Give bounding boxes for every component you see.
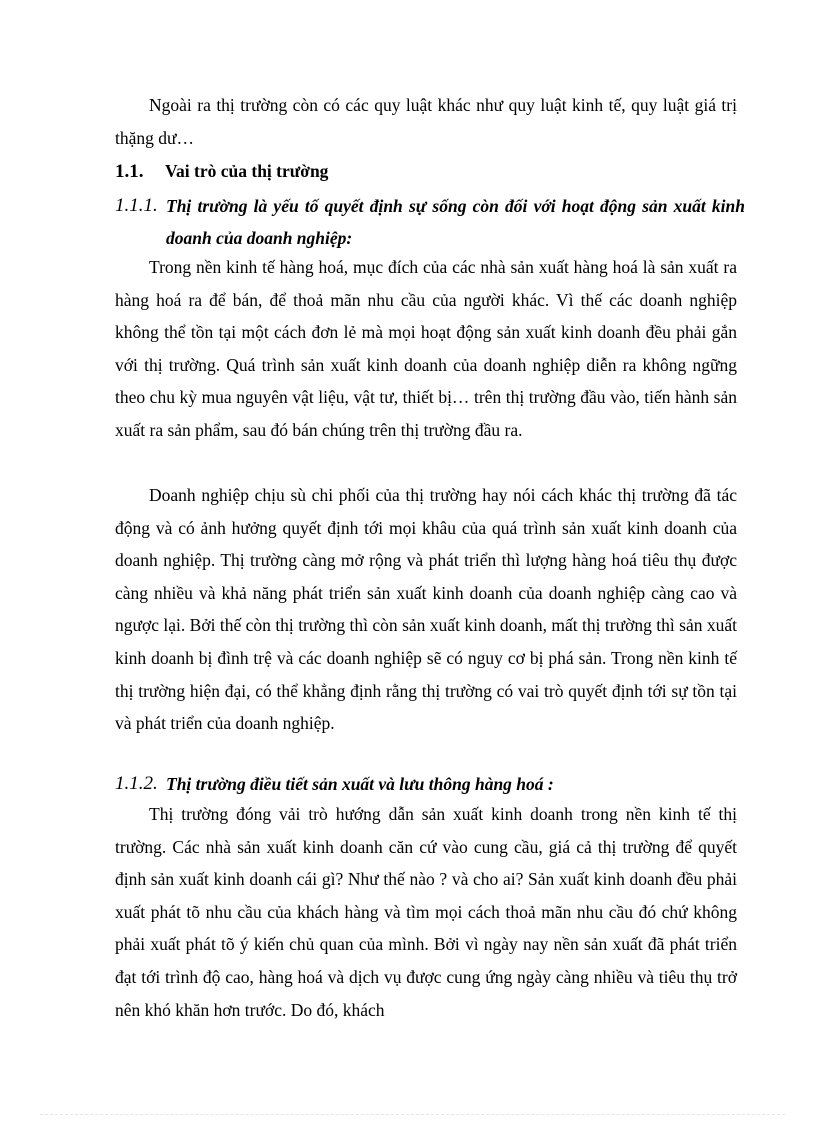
paragraph-text: Trong nền kinh tế hàng hoá, mục đích của các nhà sản xuất hàng hoá là sản xuất ra hàng hoá ra để bán, để thoả mãn nhu cầu của người khác. Vì thế các doanh nghiệp không thể tồn tại một cách đơn lẻ mà mọi hoạt động sản xuất kinh doanh đều phải gắn với thị trường. Quá trình sản xuất kinh doanh của doanh nghiệp diễn ra không ngững theo chu kỳ mua nguyên vật liệu, vật tư, thiết bị… trên thị trường đầu vào, tiến hành sản xuất ra sản phẩm, sau đó bán chúng trên thị trường đầu ra.	[115, 257, 737, 440]
page-bottom-rule	[40, 1114, 785, 1115]
paragraph-1-1-2-a	[115, 798, 737, 1026]
section-number: 1.1.	[115, 161, 144, 182]
paragraph-text: Doanh nghiệp chịu sù chi phối của thị trường hay nói cách khác thị trường đã tác động và có ảnh hưởng quyết định tới mọi khâu của quá trình sản xuất kinh doanh của doanh nghiệp. Thị trường càng mở rộng và phát triển thì lượng hàng hoá tiêu thụ được càng nhiều và khả năng phát triển sản xuất kinh doanh của doanh nghiệp càng cao và ngược lại. Bởi thế còn thị trường thì còn sản xuất kinh doanh, mất thị trường thì sản xuất kinh doanh bị đình trệ và các doanh nghiệp sẽ có nguy cơ bị phá sản. Trong nền kinh tế thị trường hiện đại, có thể khẳng định rằng thị trường có vai trò quyết định tới sự tồn tại và phát triển của doanh nghiệp.	[115, 485, 737, 734]
section-heading-1-1-2	[115, 768, 745, 800]
section-heading-1-1-1	[115, 190, 745, 254]
section-number: 1.1.1.	[115, 195, 158, 216]
section-title: Thị trường điều tiết sản xuất và lưu thông hàng hoá :	[166, 774, 554, 794]
section-title: Thị trường là yếu tố quyết định sự sống còn đối với hoạt động sản xuất kinh doanh của doanh nghiệp:	[166, 196, 745, 248]
section-title: Vai trò của thị trường	[165, 161, 329, 181]
section-heading-1-1	[115, 156, 328, 187]
intro-paragraph	[115, 89, 737, 154]
intro-text: Ngoài ra thị trường còn có các quy luật khác như quy luật kinh tế, quy luật giá trị thặng dư…	[115, 95, 737, 148]
paragraph-text: Thị trường đóng vải trò hướng dẫn sản xuất kinh doanh trong nền kinh tế thị trường. Các nhà sản xuất kinh doanh căn cứ vào cung cầu, giá cả thị trường để quyết định sản xuất kinh doanh cái gì? Như thế nào ? và cho ai? Sản xuất kinh doanh đều phải xuất phát tõ nhu cầu của khách hàng và tìm mọi cách thoả mãn nhu cầu đó chứ không phải xuất phát tõ ý kiến chủ quan của mình. Bởi vì ngày nay nền sản xuất đã phát triển đạt tới trình độ cao, hàng hoá và dịch vụ được cung ứng ngày càng nhiều và tiêu thụ trở nên khó khăn hơn trước. Do đó, khách	[115, 804, 737, 1020]
paragraph-1-1-1-a	[115, 251, 737, 447]
paragraph-1-1-1-b	[115, 479, 737, 740]
section-number: 1.1.2.	[115, 773, 158, 794]
